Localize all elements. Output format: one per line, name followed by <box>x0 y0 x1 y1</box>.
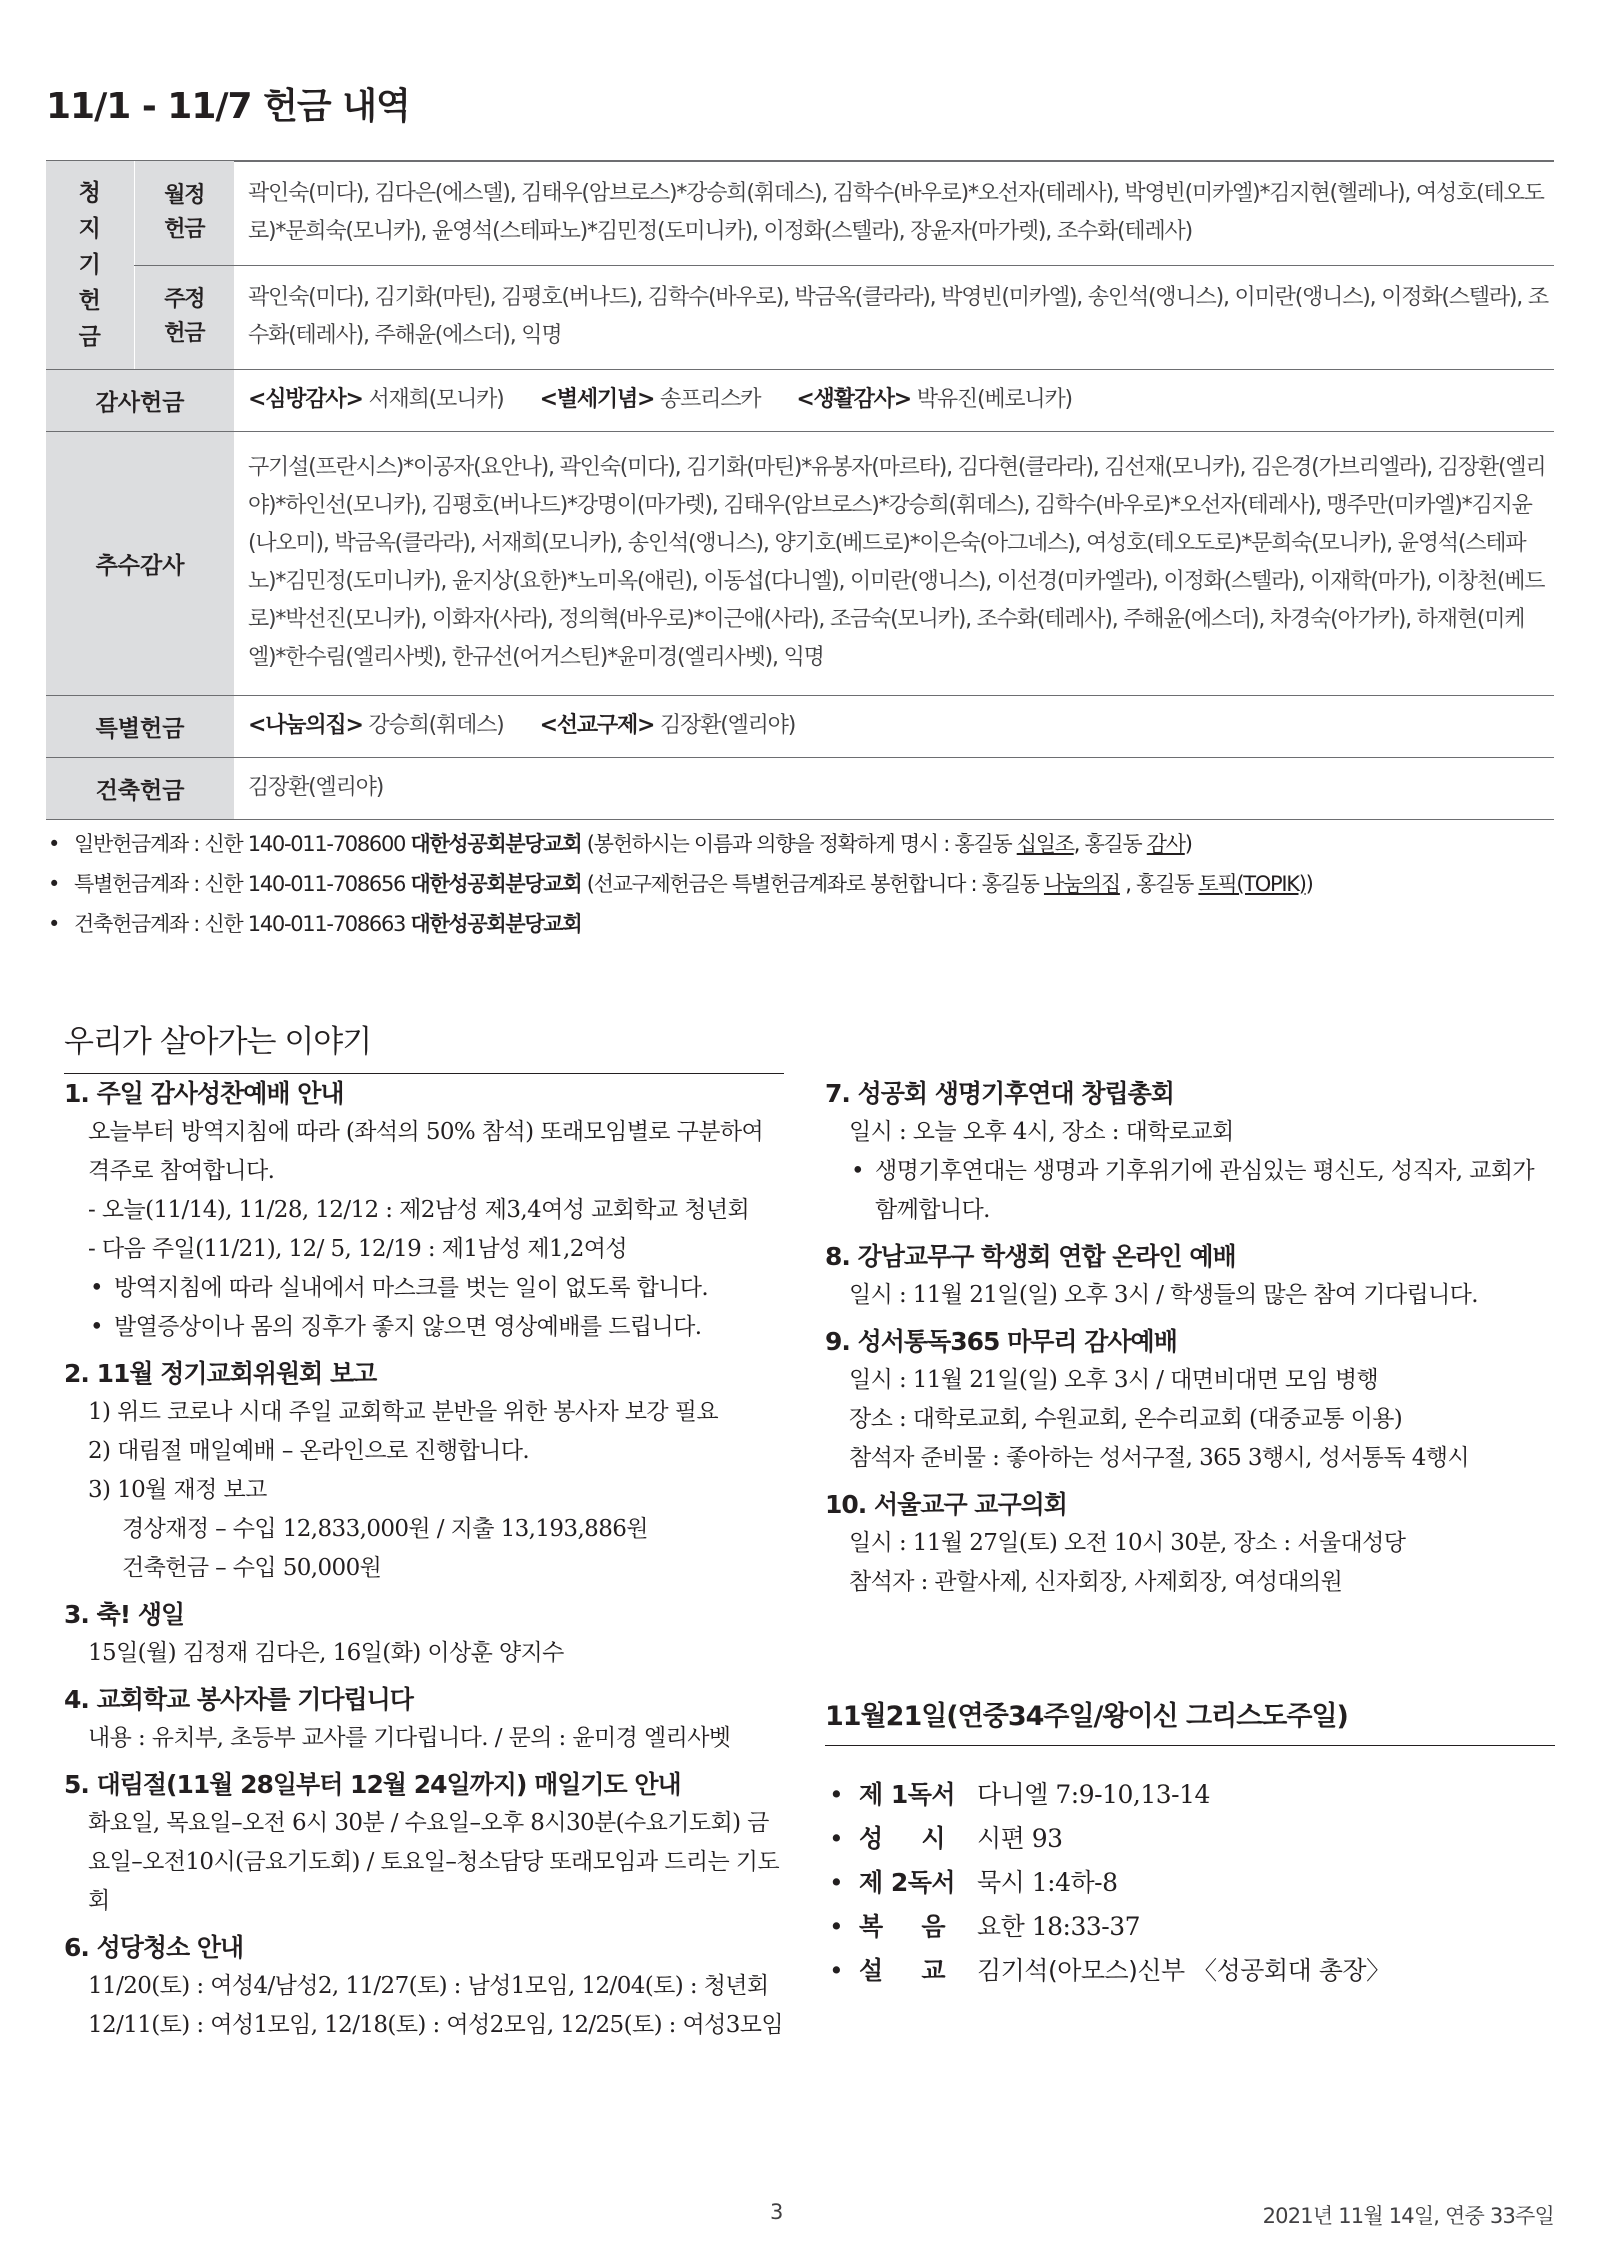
list-item: • 제 1독서 다니엘 7:9-10,13-14 <box>825 1773 1391 1817</box>
thanks-offering-names <box>234 369 1554 431</box>
thanks-tag: <심방감사> <box>248 387 363 412</box>
news-item-line: - 다음 주일(11/21), 12/ 5, 12/19 : 제1남성 제1,2여성 <box>88 1236 627 1262</box>
account-text: 특별헌금계좌 : 신한 140-011-708656 <box>74 872 411 896</box>
table-row <box>46 431 1554 695</box>
account-text: 일반헌금계좌 : 신한 140-011-708600 <box>74 832 411 856</box>
news-item-line: 일시 : 오늘 오후 4시, 장소 : 대학로교회 <box>849 1119 1234 1145</box>
news-item <box>64 1766 784 1921</box>
list-item <box>46 864 1313 904</box>
table-row <box>46 265 1554 369</box>
reading-value: 묵시 1:4하-8 <box>977 1868 1118 1897</box>
account-holder: 대한성공회분당교회 <box>410 872 582 896</box>
news-item-line: 2) 대림절 매일예배 – 온라인으로 진행합니다. <box>88 1438 530 1464</box>
account-note: , 홍길동 <box>1073 832 1147 856</box>
designated-offering-text: 청 지 기 헌 금 <box>78 179 101 350</box>
list-item: • 성 시 시편 93 <box>825 1817 1391 1861</box>
monthly-offering-text: 월정 헌금 <box>164 182 205 242</box>
account-note: ) <box>1184 832 1192 856</box>
news-item-bullet: • 발열증상이나 몸의 징후가 좋지 않으면 영상예배를 드립니다. <box>64 1308 784 1347</box>
reading-label <box>859 1905 977 1949</box>
news-item-line: 1) 위드 코로나 시대 주일 교회학교 분반을 위한 봉사자 보강 필요 <box>88 1399 718 1425</box>
list-item <box>46 904 1313 944</box>
news-item-title: 3. 축! 생일 <box>64 1600 185 1629</box>
reading-label: 제 2독서 <box>859 1868 956 1897</box>
news-item-title: 9. 성서통독365 마무리 감사예배 <box>825 1327 1177 1356</box>
reading-label-char: 교 <box>921 1956 945 1985</box>
account-note-underlined: 감사 <box>1146 832 1185 856</box>
account-holder: 대한성공회분당교회 <box>410 832 582 856</box>
table-row <box>46 695 1554 757</box>
reading-label-char: 시 <box>921 1824 945 1853</box>
thanks-offering-label: 감사헌금 <box>46 369 234 431</box>
news-column-right <box>825 1075 1555 1610</box>
offering-table <box>46 161 1554 820</box>
footer-date: 2021년 11월 14일, 연중 33주일 <box>1262 2204 1554 2228</box>
designated-offering-label <box>46 161 134 369</box>
reading-label-char: 설 <box>859 1956 883 1985</box>
thanks-names: 서재희(모니카) <box>362 387 504 412</box>
special-tag: <나눔의집> <box>248 713 363 738</box>
building-offering-label: 건축헌금 <box>46 757 234 819</box>
account-note: ) <box>1305 872 1313 896</box>
account-note: (선교구제헌금은 특별헌금계좌로 봉헌합니다 : 홍길동 <box>581 872 1044 896</box>
news-item-body: 화요일, 목요일–오전 6시 30분 / 수요일–오후 8시30분(수요기도회) 금요일–오전10시(금요기도회) / 토요일–청소담당 또래모임과 드리는 기도회 <box>88 1810 780 1914</box>
list-item: • 설 교 김기석(아모스)신부 〈성공회대 총장〉 <box>825 1949 1391 1993</box>
list-item: • 제 2독서 묵시 1:4하-8 <box>825 1861 1391 1905</box>
news-item-line: 장소 : 대학로교회, 수원교회, 온수리교회 (대중교통 이용) <box>849 1406 1403 1432</box>
news-item-bullet: • 방역지침에 따라 실내에서 마스크를 벗는 일이 없도록 합니다. <box>64 1269 784 1308</box>
reading-value: 다니엘 7:9-10,13-14 <box>977 1780 1210 1809</box>
reading-value: 시편 93 <box>977 1824 1063 1853</box>
table-row <box>46 161 1554 265</box>
monthly-offering-label <box>134 161 234 265</box>
news-item <box>64 1075 784 1347</box>
news-item-title: 6. 성당청소 안내 <box>64 1933 244 1962</box>
news-item-line: 3) 10월 재정 보고 <box>88 1477 267 1503</box>
reading-value: 김기석(아모스)신부 〈성공회대 총장〉 <box>977 1956 1391 1985</box>
reading-label: 제 1독서 <box>859 1780 956 1809</box>
thanks-tag: <생활감사> <box>796 387 911 412</box>
thanks-names: 박유진(베로니카) <box>911 387 1072 412</box>
news-item-line: 경상재정 – 수입 12,833,000원 / 지출 13,193,886원 <box>122 1516 648 1542</box>
news-item-title: 2. 11월 정기교회위원회 보고 <box>64 1359 377 1388</box>
news-item <box>825 1323 1555 1478</box>
news-item-line: 참석자 : 관할사제, 신자회장, 사제회장, 여성대의원 <box>849 1569 1343 1595</box>
thanks-names: 송프리스카 <box>654 387 761 412</box>
news-item-line: 참석자 준비물 : 좋아하는 성서구절, 365 3행시, 성서통독 4행시 <box>849 1445 1470 1471</box>
news-column-left <box>64 1075 784 2053</box>
news-item-title: 8. 강남교무구 학생회 연합 온라인 예배 <box>825 1242 1236 1271</box>
news-item <box>64 1596 784 1673</box>
account-note: (봉헌하시는 이름과 의향을 정확하게 명시 : 홍길동 <box>581 832 1017 856</box>
reading-label <box>859 1817 977 1861</box>
weekly-offering-label <box>134 265 234 369</box>
list-item <box>46 824 1313 864</box>
reading-label-char: 음 <box>921 1912 945 1941</box>
account-note: , 홍길동 <box>1119 872 1199 896</box>
news-item <box>64 1681 784 1758</box>
building-offering-names: 김장환(엘리야) <box>234 757 1554 819</box>
reading-label <box>859 1949 977 1993</box>
news-item <box>825 1075 1555 1230</box>
thanks-tag: <별세기념> <box>539 387 655 412</box>
weekly-offering-text: 주정 헌금 <box>164 287 205 346</box>
reading-value: 요한 18:33-37 <box>977 1912 1141 1941</box>
news-item-title: 7. 성공회 생명기후연대 창립총회 <box>825 1079 1174 1108</box>
lectionary-title: 11월21일(연중34주일/왕이신 그리스도주일) <box>825 1694 1555 1746</box>
special-offering-names <box>234 695 1554 757</box>
news-item-body: 15일(월) 김정재 김다은, 16일(화) 이상훈 양지수 <box>88 1640 564 1666</box>
news-item <box>825 1238 1555 1315</box>
account-holder: 대한성공회분당교회 <box>410 912 582 936</box>
news-item-body: 내용 : 유치부, 초등부 교사를 기다립니다. / 문의 : 윤미경 엘리사벳 <box>88 1725 731 1751</box>
table-row <box>46 757 1554 819</box>
news-item-title: 4. 교회학교 봉사자를 기다립니다 <box>64 1685 413 1714</box>
news-item-line: 건축헌금 – 수입 50,000원 <box>122 1555 382 1581</box>
weekly-offering-names: 곽인숙(미다), 김기화(마틴), 김평호(버나드), 김학수(바우로), 박금옥(클라라), 박영빈(미카엘), 송인석(앵니스), 이미란(앵니스), 이정화(스텔라), 조수화(테레사), 주해윤(에스더), 익명 <box>234 265 1554 369</box>
table-row <box>46 369 1554 431</box>
page-number: 3 <box>770 2200 784 2224</box>
news-item-title: 5. 대림절(11월 28일부터 12월 24일까지) 매일기도 안내 <box>64 1770 681 1799</box>
special-offering-label: 특별헌금 <box>46 695 234 757</box>
news-item-title: 1. 주일 감사성찬예배 안내 <box>64 1079 344 1108</box>
news-item-body: 오늘부터 방역지침에 따라 (좌석의 50% 참석) 또래모임별로 구분하여 격주로 참여합니다. <box>88 1119 764 1184</box>
account-text: 건축헌금계좌 : 신한 140-011-708663 <box>74 912 411 936</box>
reading-label-char: 성 <box>859 1824 883 1853</box>
news-item-line: 11/20(토) : 여성4/남성2, 11/27(토) : 남성1모임, 12/04(토) : 청년회 <box>88 1973 769 1999</box>
news-item <box>64 1929 784 2045</box>
monthly-offering-names: 곽인숙(미다), 김다은(에스델), 김태우(암브로스)*강승희(휘데스), 김학수(바우로)*오선자(테레사), 박영빈(미카엘)*김지현(헬레나), 여성호(테오도로)*문희숙(모니카), 윤영석(스테파노)*김민정(도미니카), 이정화(스텔라), 장윤자(마가렛), 조수화(테레사) <box>234 161 1554 265</box>
section-title: 우리가 살아가는 이야기 <box>64 1016 784 1074</box>
news-item <box>64 1355 784 1588</box>
account-list <box>46 824 1313 944</box>
news-item-line: 일시 : 11월 21일(일) 오후 3시 / 학생들의 많은 참여 기다립니다. <box>849 1282 1479 1308</box>
news-item-line: - 오늘(11/14), 11/28, 12/12 : 제2남성 제3,4여성 교회학교 청년회 <box>88 1197 750 1223</box>
lectionary-list <box>825 1773 1391 1993</box>
special-names: 김장환(엘리야) <box>654 713 796 738</box>
news-item-bullet: • 생명기후연대는 생명과 기후위기에 관심있는 평신도, 성직자, 교회가 함께합니다. <box>825 1152 1555 1230</box>
account-note-underlined: 토픽(TOPIK) <box>1198 872 1306 896</box>
harvest-offering-names: 구기설(프란시스)*이공자(요안나), 곽인숙(미다), 김기화(마틴)*유봉자(마르타), 김다현(클라라), 김선재(모니카), 김은경(가브리엘라), 김장환(엘리야)*하인선(모니카), 김평호(버나드)*강명이(마가렛), 김태우(암브로스)*강승희(휘데스), 김학수(바우로)*오선자(테레사), 맹주만(미카엘)*김지윤(나오미), 박금옥(클라라), 서재희(모니카), 송인석(앵니스), 양기호(베드로)*이은숙(아그네스), 여성호(테오도로)*문희숙(모니카), 윤영석(스테파노)*김민정(도미니카), 윤지상(요한)*노미옥(애린), 이동섭(다니엘), 이미란(앵니스), 이선경(미카엘라), 이정화(스텔라), 이재학(마가), 이창천(베드로)*박선진(모니카), 이화자(사라), 정의혁(바우로)*이근애(사라), 조금숙(모니카), 조수화(테레사), 주해윤(에스더), 차경숙(아가카), 하재현(미케엘)*한수림(엘리사벳), 한규선(어거스틴)*윤미경(엘리사벳), 익명 <box>234 431 1554 695</box>
list-item: • 복 음 요한 18:33-37 <box>825 1905 1391 1949</box>
special-tag: <선교구제> <box>539 713 655 738</box>
reading-label-char: 복 <box>859 1912 883 1941</box>
news-item <box>825 1486 1555 1602</box>
page-title: 11/1 - 11/7 헌금 내역 <box>46 86 410 127</box>
account-note-underlined: 십일조 <box>1016 832 1074 856</box>
news-item-line: 일시 : 11월 27일(토) 오전 10시 30분, 장소 : 서울대성당 <box>849 1530 1406 1556</box>
news-item-line: 12/11(토) : 여성1모임, 12/18(토) : 여성2모임, 12/25(토) : 여성3모임 <box>88 2012 784 2038</box>
special-names: 강승희(휘데스) <box>362 713 504 738</box>
account-note-underlined: 나눔의집 <box>1043 872 1120 896</box>
news-item-title: 10. 서울교구 교구의회 <box>825 1490 1067 1519</box>
news-item-line: 일시 : 11월 21일(일) 오후 3시 / 대면비대면 모임 병행 <box>849 1367 1379 1393</box>
harvest-offering-label: 추수감사 <box>46 431 234 695</box>
